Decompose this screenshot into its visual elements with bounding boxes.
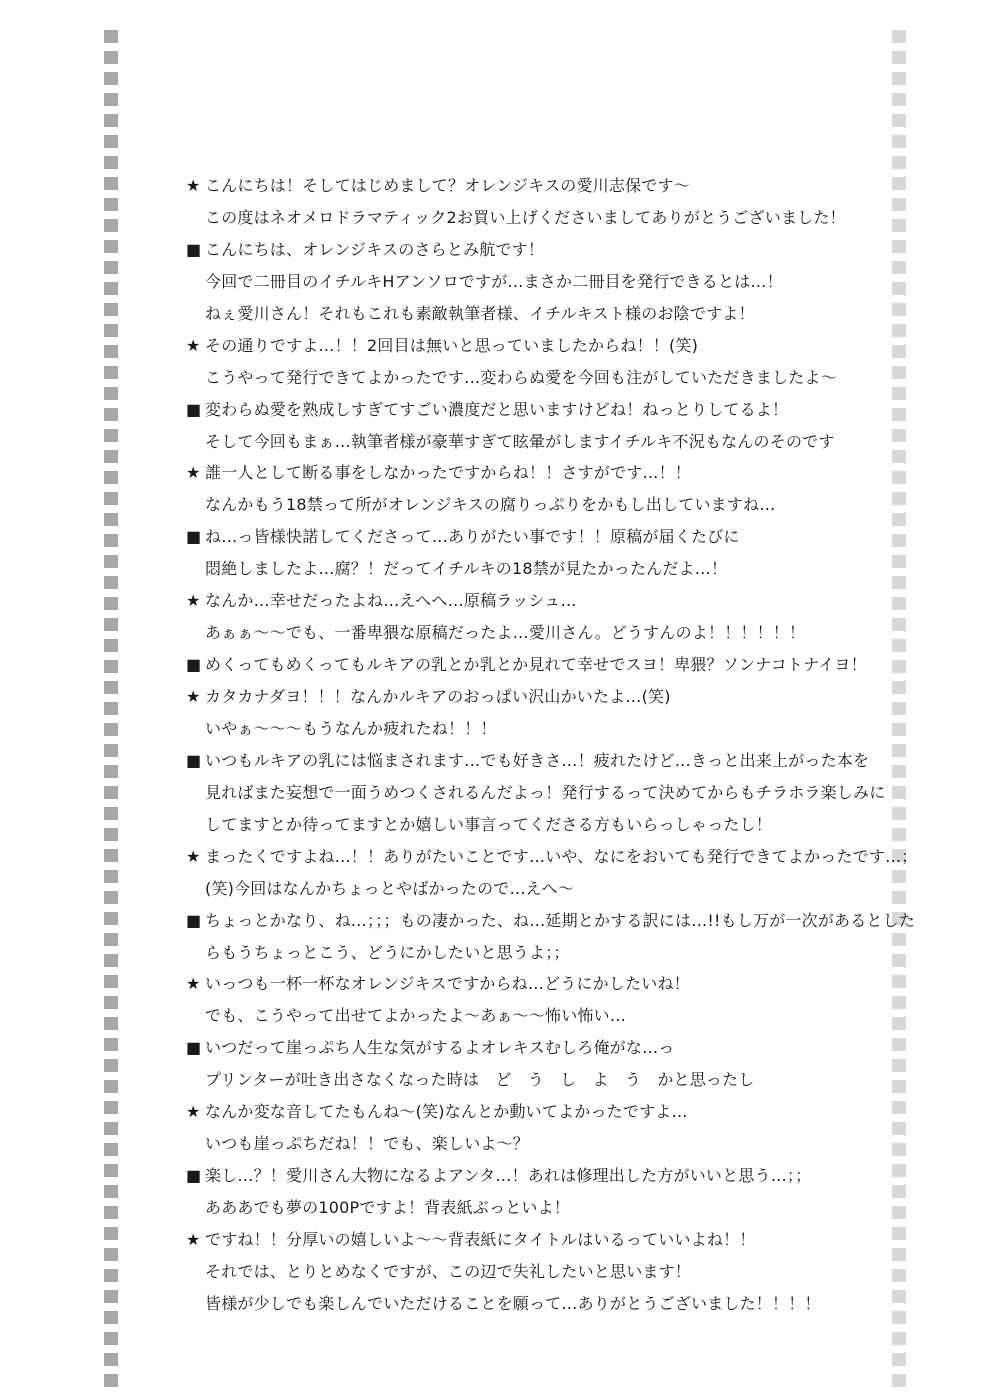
star-marker-icon: ★ [186, 974, 201, 994]
print-mark [104, 51, 118, 64]
line-text: そして今回もまぁ…執筆者様が豪華すぎて眩暈がしますイチルキ不況もなんのそのです [205, 431, 835, 451]
square-marker-icon: ■ [186, 399, 202, 419]
print-mark [892, 345, 906, 358]
print-mark [892, 576, 906, 589]
star-marker-icon: ★ [186, 1229, 201, 1249]
print-mark [892, 765, 906, 778]
print-mark [104, 156, 118, 169]
print-mark [892, 1122, 906, 1135]
print-mark [892, 93, 906, 106]
print-mark [104, 1290, 118, 1303]
line-text: らもうちょっとこう、どうにかしたいと思うよ；； [205, 942, 570, 962]
text-line [186, 841, 918, 873]
print-mark [892, 597, 906, 610]
print-mark [104, 1227, 118, 1240]
text-line [186, 1032, 846, 1064]
print-mark [892, 1206, 906, 1219]
print-mark [104, 639, 118, 652]
line-text: なんか…幸せだったよね…えへへ…原稿ラッシュ… [205, 591, 577, 611]
print-mark [104, 807, 118, 820]
line-text: 楽し…？！愛川さん大物になるよアンタ…！あれは修理出した方がいいと思う…；； [205, 1166, 812, 1186]
print-mark [892, 1227, 906, 1240]
square-marker-icon: ■ [186, 750, 202, 770]
print-mark [892, 219, 906, 232]
print-mark [892, 933, 906, 946]
print-mark [104, 954, 118, 967]
print-mark [104, 261, 118, 274]
print-mark [104, 1038, 118, 1051]
print-mark [892, 1353, 906, 1366]
print-mark [104, 324, 118, 337]
print-mark [892, 324, 906, 337]
text-line [186, 521, 846, 553]
print-mark [892, 534, 906, 547]
text-line [186, 1288, 846, 1320]
print-mark [104, 1353, 118, 1366]
print-mark [104, 30, 118, 43]
print-mark [104, 534, 118, 547]
text-line [186, 905, 916, 937]
text-line [186, 617, 846, 649]
print-mark [104, 450, 118, 463]
square-marker-icon: ■ [186, 655, 202, 675]
print-mark [104, 429, 118, 442]
left-edge-print-marks [102, 0, 120, 1392]
line-text: ね…っ皆様快諾してくださって…ありがたい事です！！原稿が届くたびに [205, 527, 740, 547]
print-mark [892, 1374, 906, 1387]
line-text: 変わらぬ愛を熟成しすぎてすごい濃度だと思いますけどね！ねっとりしてるよ！ [205, 399, 789, 419]
print-mark [892, 282, 906, 295]
text-line [186, 1256, 846, 1288]
print-mark [892, 387, 906, 400]
line-text: いっつも一杯一杯なオレンジキスですからね…どうにかしたいね！ [205, 974, 690, 994]
text-line [186, 745, 870, 777]
text-line [186, 170, 846, 202]
print-mark [104, 1143, 118, 1156]
print-mark [104, 681, 118, 694]
line-text: いやぁ～～～もうなんか疲れたね！！！ [205, 718, 497, 738]
print-mark [104, 1164, 118, 1177]
text-line [186, 489, 846, 521]
text-line [186, 234, 846, 266]
text-line [186, 937, 846, 969]
print-mark [892, 807, 906, 820]
print-mark [104, 177, 118, 190]
star-marker-icon: ★ [186, 846, 201, 866]
print-mark [104, 723, 118, 736]
text-line [186, 1128, 846, 1160]
print-mark [892, 1290, 906, 1303]
line-text: いつも崖っぷちだね！！でも、楽しいよ～？ [205, 1134, 530, 1154]
print-mark [892, 492, 906, 505]
line-text: こんにちは！そしてはじめまして？オレンジキスの愛川志保です～ [205, 176, 690, 195]
print-mark [892, 51, 906, 64]
line-text: なんかもう18禁って所がオレンジキスの腐りっぷりをかもし出していますね… [205, 495, 776, 515]
print-mark [892, 954, 906, 967]
print-mark [104, 828, 118, 841]
text-line [186, 713, 846, 745]
print-mark [104, 912, 118, 925]
print-mark [892, 1269, 906, 1282]
print-mark [104, 1374, 118, 1387]
print-mark [892, 72, 906, 85]
print-mark [892, 156, 906, 169]
square-marker-icon: ■ [186, 239, 202, 259]
print-mark [892, 1185, 906, 1198]
print-mark [104, 408, 118, 421]
print-mark [892, 261, 906, 274]
text-line [186, 1192, 846, 1224]
print-mark [104, 93, 118, 106]
text-line [186, 1064, 846, 1096]
print-mark [892, 1059, 906, 1072]
text-line [186, 1000, 846, 1032]
star-marker-icon: ★ [186, 176, 201, 195]
text-line [186, 809, 846, 841]
print-mark [892, 1311, 906, 1324]
print-mark [892, 975, 906, 988]
text-line [186, 649, 867, 681]
print-mark [104, 618, 118, 631]
line-text: でも、こうやって出せてよかったよ～あぁ～～怖い怖い… [205, 1006, 627, 1026]
print-mark [104, 744, 118, 757]
print-mark [104, 366, 118, 379]
print-mark [892, 114, 906, 127]
print-mark [892, 303, 906, 316]
text-line [186, 330, 846, 362]
star-marker-icon: ★ [186, 463, 201, 483]
square-marker-icon: ■ [186, 1038, 202, 1058]
line-text: まったくですよね…！！ありがたいことです…いや、なにをおいても発行できてよかったです…； [205, 846, 918, 866]
print-mark [104, 135, 118, 148]
print-mark [104, 1248, 118, 1261]
line-text: こうやって発行できてよかったです…変わらぬ愛を今回も注がしていただきましたよ～ [205, 367, 837, 387]
square-marker-icon: ■ [186, 1166, 202, 1186]
square-marker-icon: ■ [186, 910, 202, 930]
line-text: ですね！！分厚いの嬉しいよ～～背表紙にタイトルはいるっていいよね！！ [205, 1229, 756, 1249]
print-mark [892, 1164, 906, 1177]
print-mark [892, 177, 906, 190]
print-mark [892, 660, 906, 673]
print-mark [104, 72, 118, 85]
text-line [186, 266, 846, 298]
print-mark [892, 744, 906, 757]
square-marker-icon: ■ [186, 527, 202, 547]
text-line [186, 298, 846, 330]
print-mark [892, 639, 906, 652]
print-mark [892, 429, 906, 442]
print-mark [104, 282, 118, 295]
line-text: 悶絶しましたよ…腐？！だってイチルキの18禁が見たかったんだよ…！ [205, 559, 728, 579]
line-text: 今回で二冊目のイチルキHアンソロですが…まさか二冊目を発行できるとは…！ [205, 271, 783, 291]
print-mark [104, 1059, 118, 1072]
print-mark [892, 1038, 906, 1051]
print-mark [104, 387, 118, 400]
print-mark [104, 597, 118, 610]
print-mark [104, 1185, 118, 1198]
print-mark [892, 618, 906, 631]
text-line [186, 968, 846, 1000]
text-line [186, 457, 846, 489]
print-mark [892, 555, 906, 568]
print-mark [892, 1248, 906, 1261]
text-line [186, 1160, 846, 1192]
line-text: ねぇ愛川さん！それもこれも素敵執筆者様、イチルキスト様のお陰ですよ！ [205, 303, 755, 323]
print-mark [892, 408, 906, 421]
print-mark [892, 891, 906, 904]
print-mark [104, 1269, 118, 1282]
print-mark [104, 1017, 118, 1030]
star-marker-icon: ★ [186, 687, 201, 706]
print-mark [892, 828, 906, 841]
print-mark [104, 1206, 118, 1219]
print-mark [104, 849, 118, 862]
print-mark [892, 1332, 906, 1345]
print-mark [104, 660, 118, 673]
star-marker-icon: ★ [186, 591, 201, 611]
print-mark [892, 1017, 906, 1030]
print-mark [104, 1122, 118, 1135]
text-line [186, 1224, 846, 1256]
print-mark [104, 933, 118, 946]
print-mark [104, 996, 118, 1009]
print-mark [892, 1080, 906, 1093]
print-mark [892, 723, 906, 736]
print-mark [104, 1080, 118, 1093]
print-mark [892, 1143, 906, 1156]
afterword-text [186, 170, 918, 1320]
line-text: 見ればまた妄想で一面うめつくされるんだよっ！発行するって決めてからもチラホラ楽しみに [205, 782, 886, 802]
text-line [186, 362, 846, 394]
print-mark [104, 576, 118, 589]
line-text: めくってもめくってもルキアの乳とか乳とか見れて幸せでスヨ！卑猥？ソンナコトナイヨ！ [205, 655, 867, 675]
print-mark [104, 198, 118, 211]
line-text: あああでも夢の100Pですよ！背表紙ぶっといよ！ [205, 1198, 570, 1217]
print-mark [892, 996, 906, 1009]
text-line [186, 553, 846, 585]
print-mark [892, 198, 906, 211]
print-mark [104, 870, 118, 883]
line-text: プリンターが吐き出さなくなった時は ど う し よ う かと思ったし [205, 1070, 755, 1090]
line-text: それでは、とりとめなくですが、この辺で失礼したいと思います！ [205, 1261, 692, 1281]
print-mark [104, 555, 118, 568]
print-mark [892, 30, 906, 43]
line-text: カタカナダヨ！！！なんかルキアのおっぱい沢山かいたよ…(笑) [205, 687, 671, 706]
print-mark [892, 366, 906, 379]
print-mark [104, 1332, 118, 1345]
line-text: こんにちは、オレンジキスのさらとみ航です！ [205, 239, 545, 259]
print-mark [892, 135, 906, 148]
print-mark [892, 681, 906, 694]
print-mark [104, 303, 118, 316]
text-line [186, 681, 846, 713]
print-mark [892, 471, 906, 484]
print-mark [104, 240, 118, 253]
text-line [186, 873, 846, 905]
print-mark [892, 702, 906, 715]
print-mark [104, 1311, 118, 1324]
line-text: 皆様が少しでも楽しんでいただけることを願って…ありがとうございました！！！！ [205, 1293, 821, 1313]
print-mark [892, 786, 906, 799]
print-mark [892, 450, 906, 463]
print-mark [104, 114, 118, 127]
print-mark [104, 345, 118, 358]
line-text: この度はネオメロドラマティック2お買い上げくださいましてありがとうございました！ [205, 207, 846, 227]
print-mark [104, 492, 118, 505]
print-mark [892, 240, 906, 253]
text-line [186, 426, 846, 458]
line-text: してますとか待ってますとか嬉しい事言ってくださる方もいらっしゃったし！ [205, 814, 773, 834]
print-mark [104, 891, 118, 904]
print-mark [104, 1101, 118, 1114]
line-text: 誰一人として断る事をしなかったですからね！！さすがです…！！ [205, 463, 692, 483]
print-mark [104, 975, 118, 988]
text-line [186, 585, 846, 617]
line-text: あぁぁ～～でも、一番卑猥な原稿だったよ…愛川さん。どうすんのよ！！！！！！ [205, 623, 806, 643]
text-line [186, 202, 846, 234]
star-marker-icon: ★ [186, 335, 201, 355]
star-marker-icon: ★ [186, 1102, 201, 1122]
print-mark [104, 765, 118, 778]
print-mark [892, 513, 906, 526]
print-mark [104, 702, 118, 715]
print-mark [104, 219, 118, 232]
print-mark [892, 1101, 906, 1114]
print-mark [104, 786, 118, 799]
text-line [186, 777, 886, 809]
line-text: いつだって崖っぷち人生な気がするよオレキスむしろ俺がな…っ [205, 1038, 675, 1058]
text-line [186, 1096, 846, 1128]
right-edge-print-marks [890, 0, 908, 1392]
line-text: (笑)今回はなんかちょっとやばかったので…えへ～ [205, 878, 574, 898]
line-text: なんか変な音してたもんね～(笑)なんとか動いてよかったですよ… [205, 1102, 688, 1122]
print-mark [104, 513, 118, 526]
text-line [186, 394, 846, 426]
line-text: いつもルキアの乳には悩まされます…でも好きさ…！疲れたけど…きっと出来上がった本を [205, 750, 870, 770]
print-mark [104, 471, 118, 484]
line-text: その通りですよ…！！2回目は無いと思っていましたからね！！(笑) [205, 335, 699, 355]
print-mark [892, 870, 906, 883]
line-text: ちょっとかなり、ね…；；；もの凄かった、ね…延期とかする訳には…!!もし万が一次があるとした [205, 910, 916, 930]
